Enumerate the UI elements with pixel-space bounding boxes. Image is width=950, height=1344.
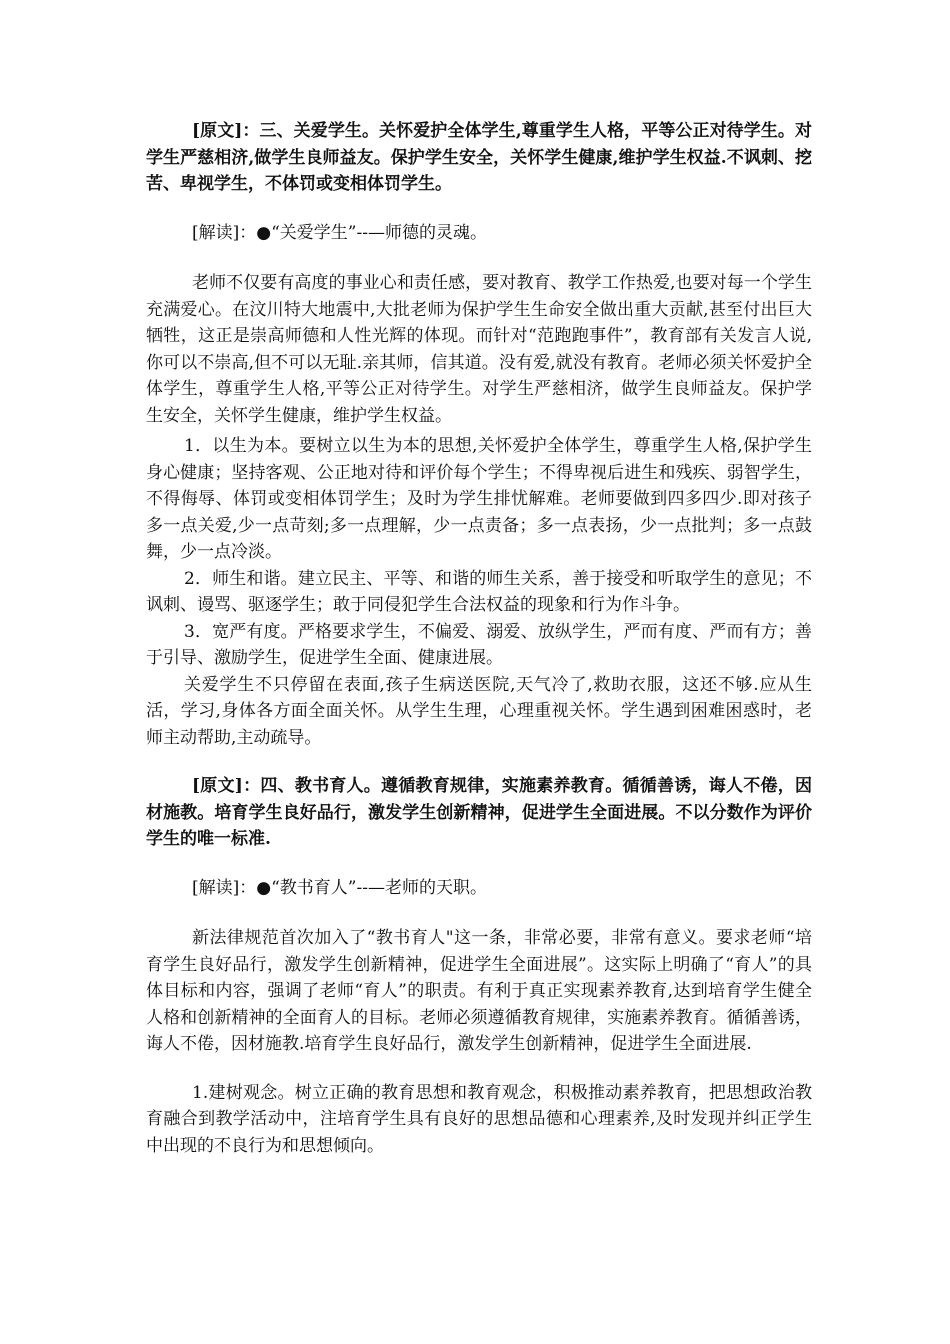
body-paragraph-care-beyond-surface: 关爱学生不只停留在表面,孩子生病送医院,天气冷了,救助衣服，这还不够.应从生活，学习,身体各方面全面关怀。从学生生理，心理重视关怀。学生遇到困难困惑时，老师主动帮助,主动疏导。	[146, 674, 812, 748]
original-text-section-3: [原文]：三、关爱学生。关怀爱护全体学生,尊重学生人格，平等公正对待学生。对学生严慈相济,做学生良师益友。保护学生安全，关怀学生健康,维护学生权益.不讽刺、挖苦、卑视学生，不体罚或变相体罚学生。	[146, 121, 812, 194]
original-text-section-4: [原文]：四、教书育人。遵循教育规律，实施素养教育。循循善诱，诲人不倦，因材施教。培育学生良好品行，激发学生创新精神，促进学生全面进展。不以分数作为评价学生的唯一标准.	[146, 776, 812, 849]
interpretation-heading-section-4: [解读]：●“教书育人”--—老师的天职。	[192, 877, 487, 898]
body-paragraph-care-for-students: 老师不仅要有高度的事业心和责任感，要对教育、教学工作热爱,也要对每一个学生充满爱心。在汶川特大地震中,大批老师为保护学生生命安全做出重大贡献,甚至付出巨大牺牲，这正是崇高师德和人性光辉的体现。而针对“范跑跑事件”，教育部有关发言人说,你可以不崇高,但不可以无耻.亲其师，信其道。没有爱,就没有教育。老师必须关怀爱护全体学生，尊重学生人格,平等公正对待学生。对学生严慈相济，做学生良师益友。保护学生安全，关怀学生健康，维护学生权益。	[146, 273, 812, 426]
list-item-establish-concepts: 1.建树观念。树立正确的教育思想和教育观念，积极推动素养教育，把思想政治教育融合到教学活动中，注培育学生具有良好的思想品德和心理素养,及时发现并纠正学生中出现的不良行为和思想倾向。	[146, 1082, 812, 1156]
interpretation-heading-section-3: [解读]：●“关爱学生”--—师德的灵魂。	[192, 222, 487, 243]
list-item-student-centered: 1．以生为本。要树立以生为本的思想,关怀爱护全体学生，尊重学生人格,保护学生身心健康；坚持客观、公正地对待和评价每个学生；不得卑视后进生和残疾、弱智学生，不得侮辱、体罚或变相体罚学生；及时为学生排忧解难。老师要做到四多四少.即对孩子多一点关爱,少一点苛刻;多一点理解，少一点责备；多一点表扬，少一点批判；多一点鼓舞，少一点冷淡。	[146, 436, 812, 562]
document-page	[146, 118, 812, 1159]
list-item-strict-with-measure: 3．宽严有度。严格要求学生，不偏爱、溺爱、放纵学生，严而有度、严而有方；善于引导、激励学生，促进学生全面、健康进展。	[146, 621, 812, 668]
body-paragraph-teaching-and-educating: 新法律规范首次加入了“教书育人"这一条，非常必要，非常有意义。要求老师“培育学生良好品行，激发学生创新精神，促进学生全面进展”。这实际上明确了“育人”的具体目标和内容，强调了老师“育人”的职责。有利于真正实现素养教育,达到培育学生健全人格和创新精神的全面育人的目标。老师必须遵循教育规律，实施素养教育。循循善诱，诲人不倦，因材施教.培育学生良好品行，激发学生创新精神，促进学生全面进展.	[146, 928, 812, 1054]
list-item-teacher-student-harmony: 2．师生和谐。建立民主、平等、和谐的师生关系，善于接受和听取学生的意见；不讽刺、谩骂、驱逐学生；敢于同侵犯学生合法权益的现象和行为作斗争。	[146, 568, 812, 615]
